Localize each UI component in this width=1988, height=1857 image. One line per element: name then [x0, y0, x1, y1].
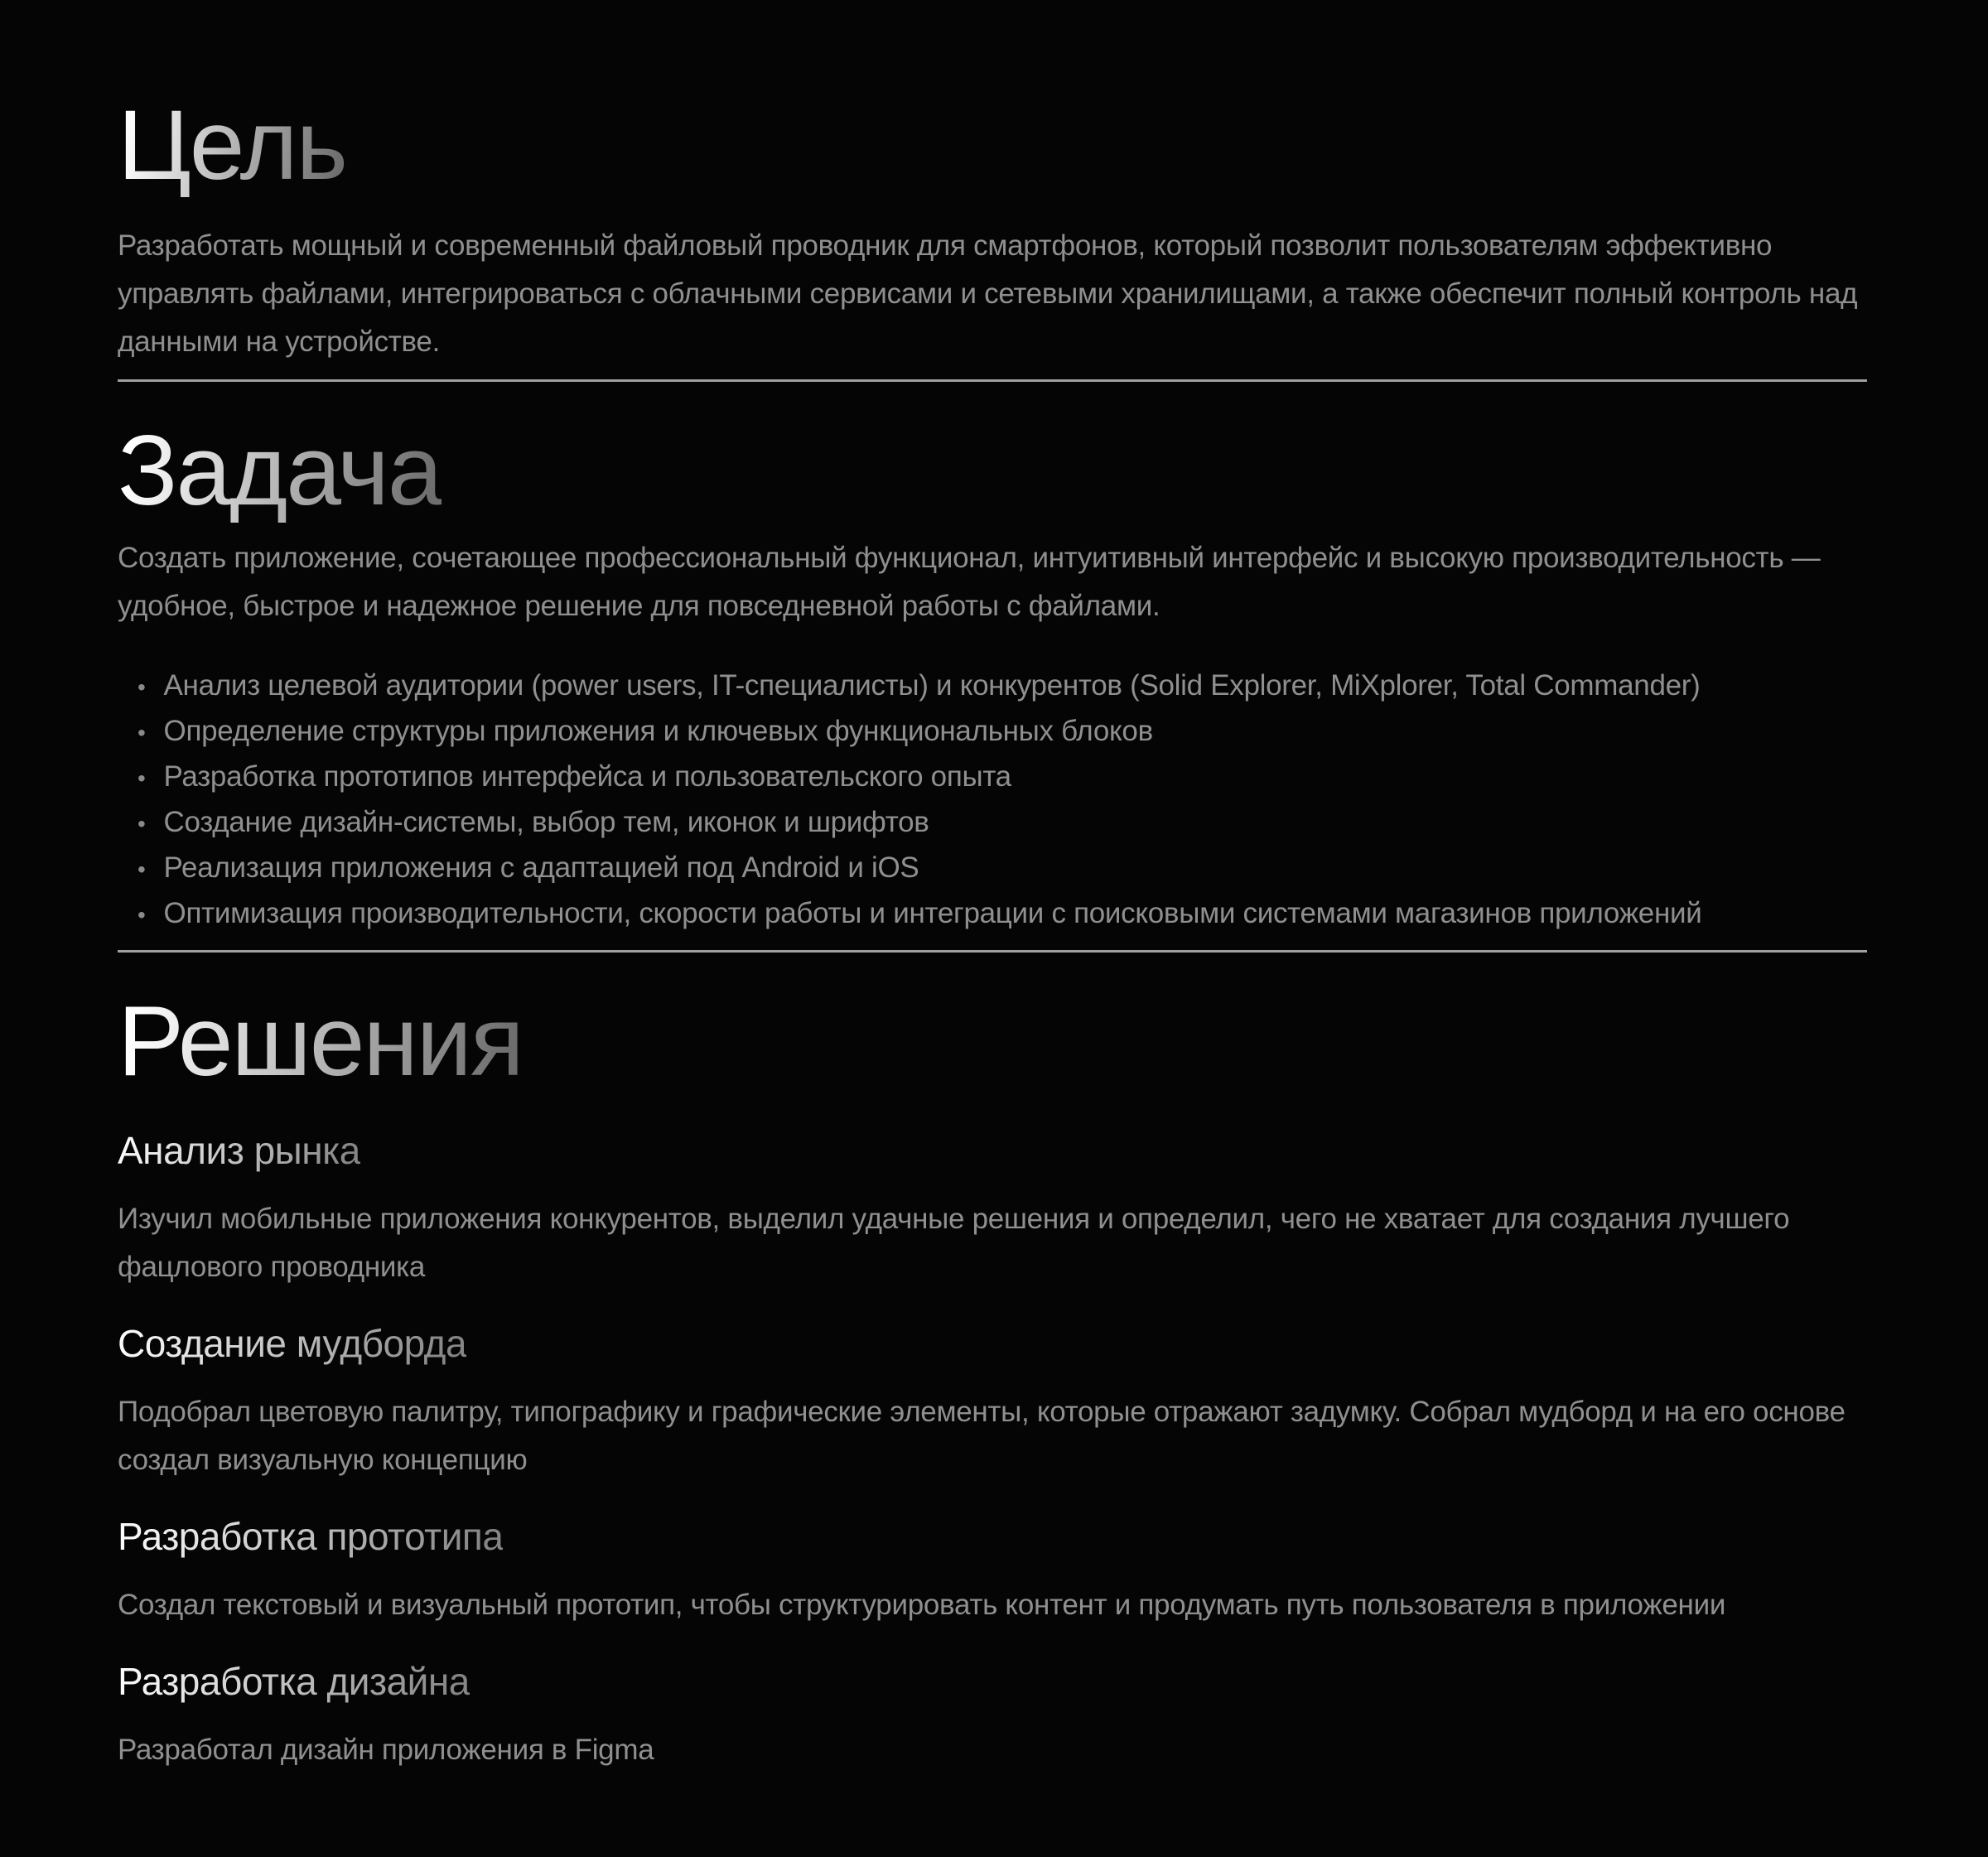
solution-heading: Разработка прототипа	[118, 1515, 504, 1558]
task-bullet-item	[138, 709, 1867, 755]
task-bullet-item	[138, 891, 1867, 937]
task-bullet-text: Разработка прототипов интерфейса и пользовательского опыта	[163, 760, 1011, 793]
solution-heading: Анализ рынка	[118, 1129, 360, 1172]
solution-heading: Разработка дизайна	[118, 1660, 470, 1703]
bullet-marker-icon: •	[138, 902, 146, 928]
bullet-marker-icon: •	[138, 811, 146, 837]
task-bullet-text: Определение структуры приложения и ключевых функциональных блоков	[163, 715, 1153, 747]
bullet-marker-icon: •	[138, 856, 146, 882]
solution-body: Изучил мобильные приложения конкурентов, выделил удачные решения и определил, чего не хватает для создания лучшего фацлового проводника	[118, 1203, 1790, 1283]
section-goal	[118, 89, 1867, 366]
task-bullet-text: Реализация приложения с адаптацией под Android и iOS	[163, 851, 919, 884]
task-bullet-text: Оптимизация производительности, скорости работы и интеграции с поисковыми системами магазинов приложений	[163, 897, 1702, 929]
bullet-marker-icon: •	[138, 674, 146, 700]
solution-item-moodboard	[118, 1321, 1867, 1484]
task-bullet-text: Анализ целевой аудитории (power users, IT-специалисты) и конкурентов (Solid Explorer, MiXplorer, Total Commander)	[163, 669, 1701, 702]
content-column	[118, 89, 1867, 1774]
task-title: Задача	[118, 415, 442, 526]
task-bullet-item	[138, 663, 1867, 709]
solution-heading: Создание мудборда	[118, 1322, 467, 1365]
bullet-marker-icon: •	[138, 720, 146, 745]
solution-body: Подобрал цветовую палитру, типографику и графические элементы, которые отражают задумку. Собрал мудборд и на его основе создал визуальную концепцию	[118, 1396, 1846, 1476]
bullet-marker-icon: •	[138, 765, 146, 791]
task-bullet-item	[138, 755, 1867, 800]
goal-title: Цель	[118, 89, 347, 200]
solutions-title: Решения	[118, 986, 523, 1097]
task-bullet-text: Создание дизайн-системы, выбор тем, иконок и шрифтов	[163, 806, 929, 838]
solution-item-prototype	[118, 1514, 1867, 1629]
task-bullet-list	[118, 663, 1867, 937]
goal-body: Разработать мощный и современный файловый проводник для смартфонов, который позволит пользователям эффективно управлять файлами, интегрироваться с облачными сервисами и сетевыми хранилищами, а также обеспечит полный контроль над данными на устройстве.	[118, 229, 1858, 358]
solution-item-market-analysis	[118, 1128, 1867, 1291]
solution-body: Разработал дизайн приложения в Figma	[118, 1734, 654, 1766]
task-body: Создать приложение, сочетающее профессиональный функционал, интуитивный интерфейс и высокую производительность — удобное, быстрое и надежное решение для повседневной работы с файлами.	[118, 542, 1821, 622]
solution-item-design	[118, 1659, 1867, 1774]
task-bullet-item	[138, 800, 1867, 846]
solution-body: Создал текстовый и визуальный прототип, чтобы структурировать контент и продумать путь пользователя в приложении	[118, 1589, 1726, 1621]
section-solutions	[118, 953, 1867, 1774]
section-task	[118, 382, 1867, 937]
task-bullet-item	[138, 846, 1867, 891]
